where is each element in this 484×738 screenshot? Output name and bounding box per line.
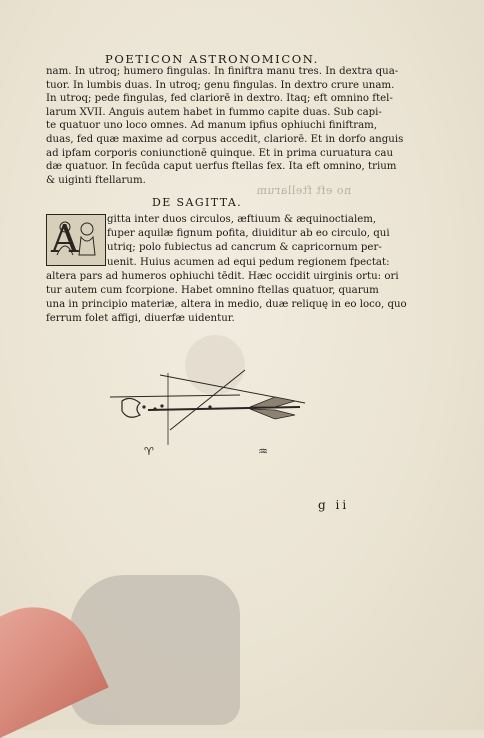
zodiac-symbol: ♒	[258, 445, 268, 458]
text-line: utriq; polo fubiectus ad cancrum & capricornum per-	[107, 242, 382, 254]
section-title: DE SAGITTA.	[152, 196, 243, 209]
running-head: POETICON ASTRONOMICON.	[105, 52, 319, 66]
text-line: nam. In utroq; humero fingulas. In finiftra manu tres. In dextra qua-	[46, 66, 399, 77]
text-line: ferrum folet affigi, diuerfæ uidentur.	[46, 313, 235, 325]
paragraph-ophiuchus	[46, 65, 404, 187]
text-line: te quatuor uno loco omnes. Ad manum ipfius ophiuchi finiftram,	[46, 120, 378, 132]
star-dot	[142, 405, 145, 408]
signature-mark: g ii	[318, 498, 350, 512]
redacted-blur	[70, 575, 240, 725]
star-dot	[160, 404, 163, 407]
text-line: dæ quatuor. In fecūda caput uerfus ftellas fex. Ita eft omnino, trium	[46, 161, 397, 173]
initial-letter: A	[51, 217, 79, 261]
text-line: duas, fed quæ maxime ad corpus accedit, clariorē. Et in dorfo anguis	[46, 133, 404, 145]
star-dot	[208, 405, 211, 408]
text-line: tur autem cum fcorpione. Habet omnino ftellas quatuor, quarum	[46, 285, 379, 297]
text-line: & uiginti ftellarum.	[46, 174, 146, 186]
fletching-icon	[250, 409, 295, 419]
sagitta-arrow-figure	[100, 335, 320, 470]
text-line: una in principio materiæ, altera in medio, duæ reliquę in eo loco, quo	[46, 299, 407, 311]
text-line: altera pars ad humeros ophiuchi tēdit. Hæc occidit uirginis ortu: ori	[46, 270, 399, 282]
fletching-icon	[250, 397, 295, 407]
arrow-shaft	[148, 407, 300, 410]
paragraph-sagitta	[46, 213, 407, 327]
circle-line	[110, 395, 240, 397]
text-line: larum XVII. Anguis autem habet in fummo capite duas. Sub capi-	[46, 106, 382, 118]
text-line: gitta inter duos circulos, æftiuum & æquinoctialem,	[107, 214, 377, 225]
text-line: uenit. Huius acumen ad equi pedum regionem fpectat:	[107, 256, 390, 268]
text-line: tuor. In lumbis duas. In utroq; genu fingulas. In dextro crure unam.	[46, 79, 395, 91]
text-line: In utroq; pede fingulas, fed clariorē in dextro. Itaq; eft omnino ftel-	[46, 93, 393, 105]
arrowhead-icon	[122, 398, 140, 417]
text-line: fuper aquilæ fignum pofita, diuiditur ab eo circulo, qui	[107, 228, 390, 240]
zodiac-symbol: ♈	[144, 445, 154, 458]
star-dot	[153, 407, 156, 410]
bleed-through-text: no eft ftellarum	[256, 184, 352, 197]
text-line: ad ipfam corporis coniunctionē quinque. Et in prima curuatura cau	[46, 147, 394, 159]
